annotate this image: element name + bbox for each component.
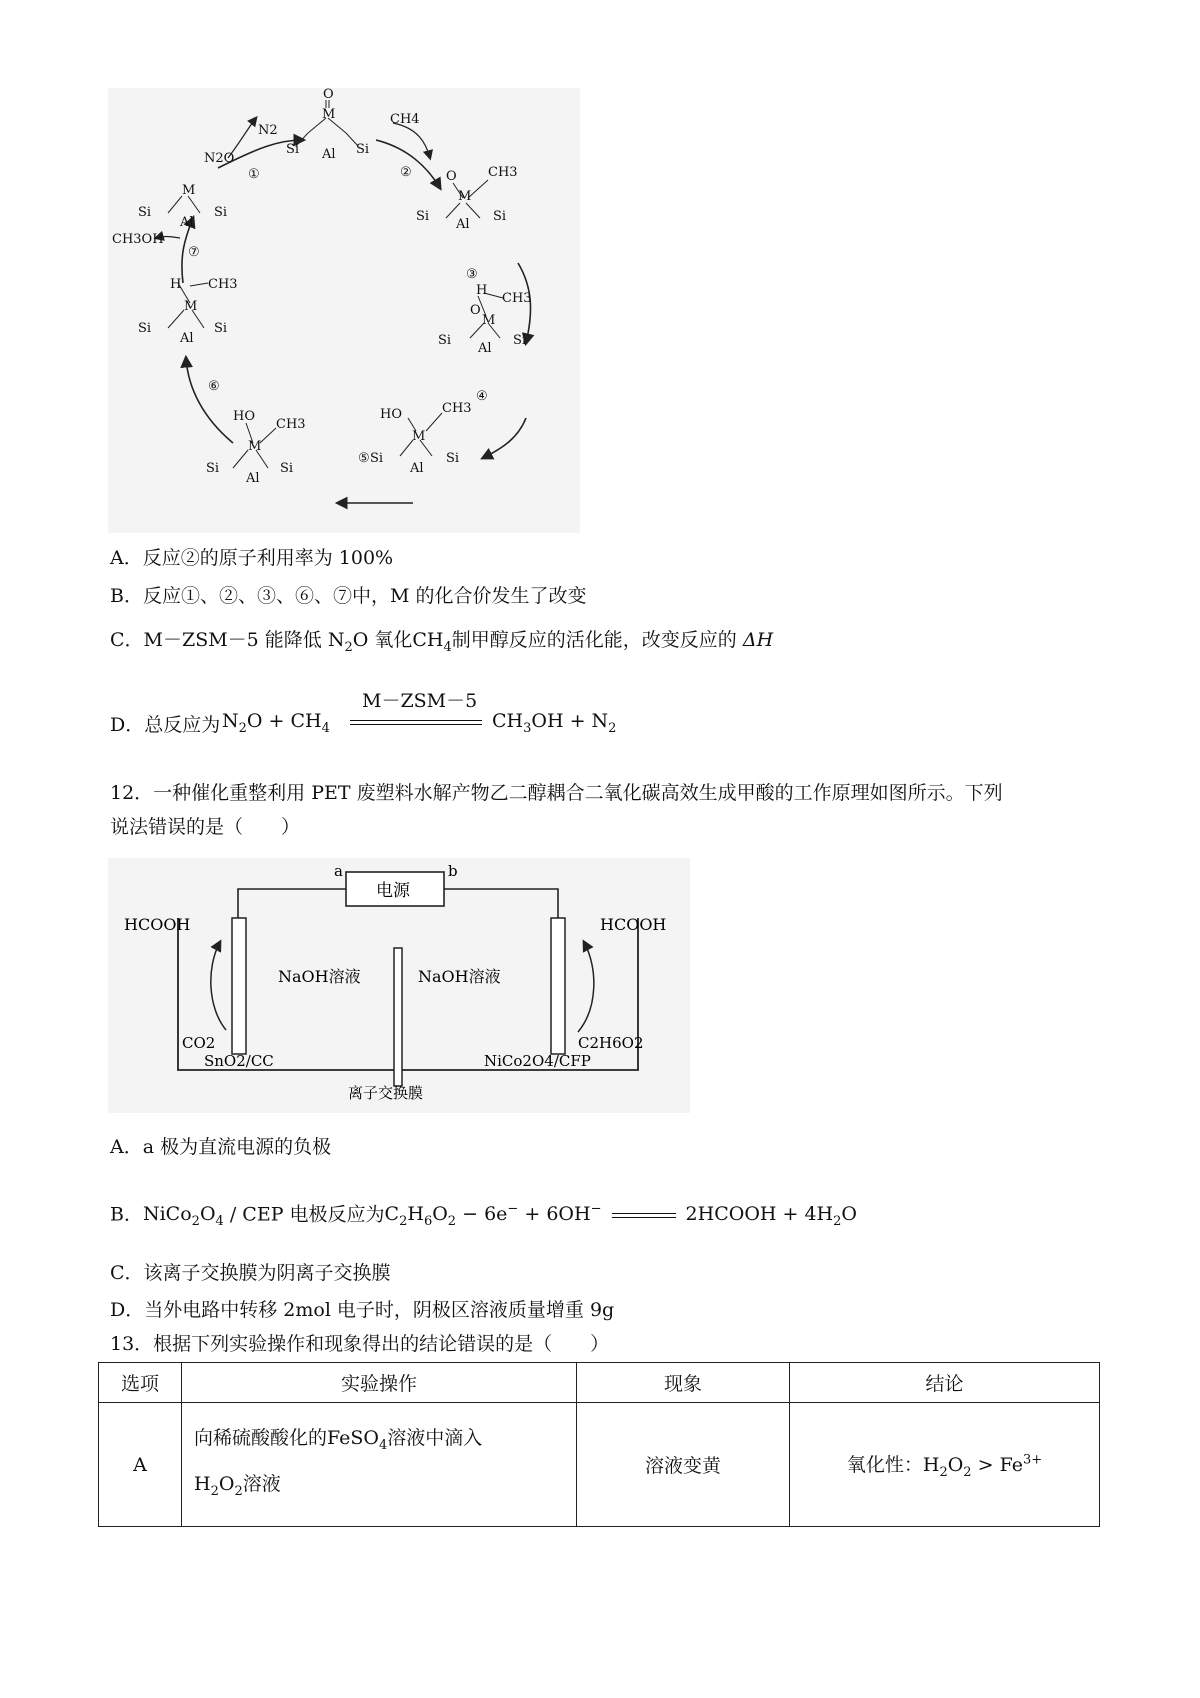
atom-si-right-left: Si — [416, 209, 430, 224]
q11-option-c-pre: C．M－ZSM－5 能降低 — [110, 629, 322, 651]
formula-h2o2: $H_2O_2$ — [194, 1472, 243, 1499]
q11-option-d-pre: D．总反应为 — [110, 714, 221, 736]
step-label-5: ⑤ — [358, 451, 370, 466]
atom-m-left-upper: M — [182, 183, 196, 198]
group-ho-bottom-left: HO — [233, 409, 255, 424]
atom-h-lower-right: H — [476, 283, 488, 298]
q11-option-b: B．反应①、②、③、⑥、⑦中，M 的化合价发生了改变 — [110, 585, 587, 607]
atom-al-left-upper: Al — [180, 215, 194, 230]
catalytic-cycle-svg — [108, 88, 580, 533]
atom-al-top: Al — [322, 147, 336, 162]
framework-unit-left-upper — [168, 196, 200, 213]
arrow-step-2 — [376, 140, 440, 188]
left-electrode-label: SnO2/CC — [204, 1052, 274, 1070]
header-conclusion: 结论 — [790, 1363, 1100, 1403]
q12-stem-line-1: 12．一种催化重整利用 PET 废塑料水解产物乙二醇耦合二氧化碳高效生成甲酸的工作原理如图所示。下列 — [110, 782, 1003, 804]
formula-nico2o4: $NiCo_2O_4$ — [142, 1203, 224, 1230]
row-a-conclusion-pre: 氧化性： — [846, 1453, 923, 1476]
formula-n2o: $N_2O$ — [327, 629, 369, 655]
step-label-6: ⑥ — [208, 379, 220, 394]
q12-option-a: A．a 极为直流电源的负极 — [110, 1136, 332, 1158]
q12-option-d: D．当外电路中转移 2mol 电子时，阴极区溶液质量增重 9g — [110, 1299, 615, 1321]
atom-si-br-right: Si — [446, 451, 460, 466]
left-hcooh-label: HCOOH — [124, 915, 191, 934]
left-electrode — [232, 918, 246, 1054]
step-label-2: ② — [400, 165, 412, 180]
atom-si-lu-right: Si — [214, 205, 228, 220]
atom-o-top: O — [323, 88, 334, 102]
formula-ch4: $CH_4$ — [412, 629, 452, 655]
right-electrode — [551, 918, 565, 1054]
atom-h-left-lower: H — [170, 277, 182, 292]
atom-al-bottom-left: Al — [246, 471, 260, 486]
row-a-op-pre: 向稀硫酸酸化的 — [194, 1426, 328, 1449]
row-a-op-post: 溶液中滴入 — [387, 1426, 483, 1449]
atom-al-lower-right: Al — [478, 341, 492, 356]
group-ho-bottom-right: HO — [380, 407, 402, 422]
row-a-phenomenon: 溶液变黄 — [577, 1403, 790, 1527]
atom-o-lower-right: O — [470, 303, 481, 318]
step-label-4: ④ — [476, 389, 488, 404]
table-row — [99, 1403, 1100, 1527]
power-source-label: 电源 — [376, 881, 410, 901]
terminal-b-label: b — [448, 862, 458, 880]
formula-oxidizing-order: $H_2O_2 > Fe^{3+}$ — [922, 1452, 1043, 1480]
atom-al-bottom-right: Al — [410, 461, 424, 476]
atom-m-bottom-left: M — [248, 439, 262, 454]
atom-si-top-left: Si — [286, 142, 300, 157]
row-a-op-line2: 溶液 — [242, 1472, 281, 1495]
atom-si-br-left: Si — [370, 451, 384, 466]
delta-h: ΔH — [742, 629, 774, 651]
atom-si-bl-right: Si — [280, 461, 294, 476]
species-ch3oh: CH3OH — [112, 232, 164, 247]
q13-stem: 13．根据下列实验操作和现象得出的结论错误的是（ ） — [110, 1333, 610, 1355]
species-ch4: CH4 — [390, 112, 420, 127]
atom-si-lu-left: Si — [138, 205, 152, 220]
atom-m-right: M — [458, 189, 472, 204]
atom-si-right-right: Si — [493, 209, 507, 224]
atom-si-lr-left: Si — [438, 333, 452, 348]
right-electrode-label: NiCo2O4/CFP — [484, 1052, 591, 1070]
q12-option-c: C．该离子交换膜为阴离子交换膜 — [110, 1262, 391, 1284]
step-label-3: ③ — [466, 267, 478, 282]
q11-option-c-post: 制甲醇反应的活化能，改变反应的 — [451, 629, 737, 651]
q12-option-b-pre: B． — [110, 1203, 143, 1226]
arrow-co2-to-hcooh — [211, 942, 226, 1030]
co2-label: CO2 — [182, 1034, 216, 1052]
header-option: 选项 — [99, 1363, 182, 1403]
left-naoh-label: NaOH溶液 — [278, 967, 361, 986]
group-ch3-left-lower: CH3 — [208, 277, 238, 292]
atom-al-left-lower: Al — [180, 331, 194, 346]
terminal-a-label: a — [334, 862, 343, 880]
header-operation: 实验操作 — [182, 1363, 577, 1403]
species-n2o: N2O — [204, 151, 235, 166]
right-hcooh-label: HCOOH — [600, 915, 667, 934]
catalytic-cycle-figure — [108, 88, 580, 533]
species-n2: N2 — [258, 123, 278, 138]
atom-al-right: Al — [456, 217, 470, 232]
row-a-option: A — [99, 1403, 182, 1527]
row-a-operation — [182, 1403, 577, 1527]
reaction-condition: M－ZSM－5 — [362, 690, 478, 712]
atom-si-ll-right: Si — [214, 321, 228, 336]
group-ch3-bottom-right: CH3 — [442, 401, 472, 416]
electrolytic-tank — [178, 918, 638, 1070]
experiment-table — [98, 1362, 1100, 1527]
row-a-conclusion — [790, 1403, 1100, 1527]
q12-option-b — [110, 1196, 857, 1236]
arrow-c2h6o2-to-hcooh — [578, 942, 594, 1032]
ion-exchange-membrane — [394, 948, 402, 1086]
q12-stem — [110, 776, 1110, 844]
q11-option-c — [110, 626, 773, 662]
equals-sign-long — [350, 720, 482, 725]
electrolysis-figure — [108, 858, 690, 1113]
arrow-step-6 — [186, 358, 233, 443]
atom-m-left-lower: M — [184, 299, 198, 314]
q11-option-a: A．反应②的原子利用率为 100% — [110, 547, 394, 569]
arrow-step-4 — [483, 418, 526, 458]
formula-total-reactants: $N_2O + CH_4$ — [222, 710, 330, 736]
step-label-7: ⑦ — [188, 245, 200, 260]
group-ch3-lower-right: CH3 — [502, 291, 532, 306]
arrow-ch4-in — [393, 123, 430, 158]
electrode-equation: $C_2H_6O_2 - 6e^- + 6OH^-$ 2HCOOH + $4H_2O$ — [384, 1202, 857, 1230]
atom-si-ll-left: Si — [138, 321, 152, 336]
step-label-1: ① — [248, 167, 260, 182]
formula-feso4: FeSO$_4$ — [327, 1426, 388, 1453]
group-ch3-right: CH3 — [488, 165, 518, 180]
atom-o-right: O — [446, 169, 457, 184]
atom-m-lower-right: M — [482, 313, 496, 328]
atom-m-bottom-right: M — [412, 429, 426, 444]
group-ch3-bottom-left: CH3 — [276, 417, 306, 432]
right-naoh-label: NaOH溶液 — [418, 967, 501, 986]
wire-left — [238, 889, 346, 918]
wire-right — [444, 889, 558, 918]
table-header-row — [99, 1363, 1100, 1403]
atom-m-top: M — [322, 107, 336, 122]
q11-option-c-mid: 氧化 — [374, 629, 413, 651]
atom-si-bl-left: Si — [206, 461, 220, 476]
membrane-label: 离子交换膜 — [348, 1084, 424, 1102]
c2h6o2-label: C2H6O2 — [578, 1034, 644, 1052]
q12-stem-line-2: 说法错误的是（ ） — [110, 816, 301, 838]
atom-si-lr-right: Si — [513, 333, 527, 348]
formula-total-products: $CH_3OH + N_2$ — [492, 710, 617, 736]
atom-si-top-right: Si — [356, 142, 370, 157]
electrolysis-svg — [108, 858, 690, 1113]
q12-option-b-mid: / CEP 电极反应为 — [229, 1203, 385, 1226]
header-phenomenon: 现象 — [577, 1363, 790, 1403]
